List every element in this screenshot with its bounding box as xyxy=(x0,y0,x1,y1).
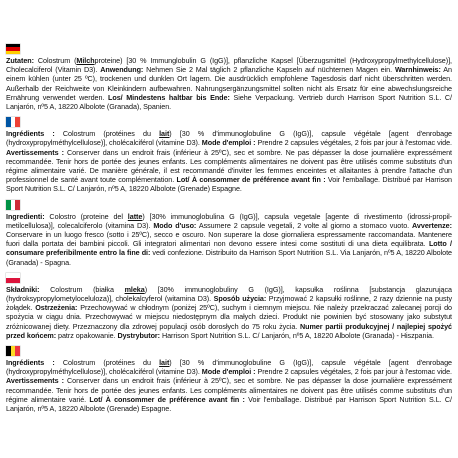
body-text: patrz opakowanie. xyxy=(56,330,118,340)
heading-label: Ostrzeżenia: xyxy=(35,303,78,313)
heading-label: Avertissements : xyxy=(6,376,64,386)
section-fr xyxy=(6,117,452,193)
body-text: Nehmen Sie 2 Mal täglich 2 pflanzliche Kapseln auf nüchternen Magen ein. xyxy=(143,65,395,75)
body-text: Colostrum (protéines du xyxy=(54,129,160,139)
heading-label xyxy=(159,358,169,367)
body-text: Voir l'emballage. Distribué par Harrison Sport Nutrition S.L. C/ Lanjarón, nº5 A, 18220 Albolote (Grenade) Espagne. xyxy=(6,175,453,194)
body-text: Voir l'emballage. Distribué par Harrison Sport Nutrition S.L. C/ Lanjarón, nº5 A, 18220 Albolote (Grenade) Espagne. xyxy=(6,394,452,414)
allergen-highlight: latte xyxy=(127,211,143,221)
heading-label xyxy=(128,212,143,221)
heading-label xyxy=(125,285,145,294)
french-flag-icon xyxy=(6,117,20,127)
body-text: Colostrum (białka xyxy=(39,284,125,294)
body-text: Conservare in un luogo fresco (sotto i 25ºC), secco e oscuro. Non superare la dose giornaliera espressamente raccomandata. Mantenere fuori dalla portata dei bambini piccoli. Gli integratori alimentari non devono essere intesi come sostituti di una dieta equilibrata. xyxy=(6,230,452,249)
heading-label: Składniki: xyxy=(6,284,40,294)
heading-label: Lotto / consumare preferibilmente entro la fine di: xyxy=(6,239,452,258)
heading-label: Numer partii produkcyjnej / najlepiej spożyć przed końcem: xyxy=(6,321,453,340)
heading-label: Los/ Mindestens haltbar bis Ende: xyxy=(108,92,230,102)
section-be xyxy=(6,346,452,413)
heading-label: Ingrédients : xyxy=(6,358,55,368)
heading-label: Zutaten: xyxy=(6,56,34,65)
heading-label: Sposób użycia: xyxy=(213,294,267,304)
allergen-highlight: Milch xyxy=(76,56,95,65)
ingredients-text-be xyxy=(6,358,452,413)
body-text: ) [30% immunoglobulina G (IgG)], capsula vegetale [agente di rivestimento (idrossi-propil-metilcellulosa)], colecalciferolo (vitamina D3). xyxy=(6,211,452,230)
german-flag-icon xyxy=(6,44,20,54)
ingredients-text-pl xyxy=(6,285,452,340)
heading-label: Ingredienti: xyxy=(6,211,45,221)
heading-label: Warnhinweis: xyxy=(394,65,441,75)
body-text: Przyjmować 2 kapsułki roślinne, 2 razy dziennie na pusty żołądek. xyxy=(6,294,452,313)
body-text: ) [30 % d'immunoglobuline G (IgG)], capsule végétale [agent d'enrobage (hydroxypropylméthylcellulose)], cholécalciférol (vitamine D3). xyxy=(6,129,452,148)
heading-label: Ingrédients : xyxy=(6,129,55,139)
body-text: Colostro (proteine del xyxy=(44,211,128,221)
body-text: proteine) [30 % Immunglobulin G (IgG)], pflanzliche Kapsel [Überzugsmittel (Hydroxypropylmethylcellulose)], Cholecalciferol (Vitamin D3). xyxy=(6,56,452,75)
section-it xyxy=(6,200,452,267)
heading-label: Lot/ À consommer de préférence avant fin : xyxy=(176,175,326,185)
ingredients-text-de xyxy=(6,56,452,111)
body-text: Assumere 2 capsule vegetali, 2 volte al giorno a stomaco vuoto. xyxy=(196,220,413,230)
allergen-highlight: lait xyxy=(159,129,170,139)
heading-label xyxy=(76,56,94,65)
ingredients-text-fr xyxy=(6,129,452,193)
body-text: ) [30 % d'immunoglobuline G (IgG)], capsule végétale [agent d'enrobage (hydroxypropylméthylcellulose)], cholécalciférol (vitamine D3). xyxy=(6,358,452,377)
body-text: Colostrum (protéines du xyxy=(54,358,160,368)
body-text: Prendre 2 capsules végétales, 2 fois par jour à l'estomac vide. xyxy=(255,138,452,148)
body-text: Conserver dans un endroit frais (inférieur à 25ºC), sec et sombre. Ne pas dépasser la dose journalière expressément recommandée. Tenir hors de portée des jeunes enfants. Les compléments alimentaires ne doivent pas être utilisés comme substituts d'un régime alimentaire varié. xyxy=(6,376,452,404)
belgian-flag-icon xyxy=(6,346,20,356)
ingredients-text-it xyxy=(6,212,452,267)
body-text: An einem kühlen (unter 25 ºC), trockenen und dunklen Ort lagern. Die ausdrücklich empfohlene Tagesdosis darf nicht überschritten werden. Außerhalb der Reichweite von Kleinkindern aufbewahren. Nahrungsergänzungsmittel sollten nicht als Ersatz für eine abwechslungsreiche Ernährung verwendet werden. xyxy=(6,65,452,102)
heading-label: Anwendung: xyxy=(100,65,144,75)
heading-label: Avvertenze: xyxy=(412,220,452,230)
body-text: vedi confezione. Distribuito da Harrison Sport Nutrition S.L. Via Lanjarón, nº5 A, 18220 Albolote (Granada) - Spagna. xyxy=(6,248,452,267)
allergen-highlight: lait xyxy=(159,358,170,368)
heading-label: Avertissements : xyxy=(6,147,64,157)
body-text: Harrison Sport Nutrition S.L. C/ Lanjarón, nº5 A, 18220 Albolote (Granada) - Hiszpania. xyxy=(160,330,434,340)
body-text: Przechowywać w chłodnym (poniżej 25ºC), suchym i ciemnym miejscu. Nie należy przekraczać zalecanej porcji do spożycia w ciągu dnia. Przechowywać w miejscu niedostępnym dla małych dzieci. Produkt nie powinien być stosowany jako substytut zróżnicowanej diety. Przeznaczony dla zdrowej populacji osób dorosłych do 75 roku życia. xyxy=(6,303,452,331)
body-text: Prendre 2 capsules végétales, 2 fois par jour à l'estomac vide. xyxy=(255,367,452,377)
allergen-highlight: mleka xyxy=(124,284,145,294)
body-text: Siehe Verpackung. Vertrieb durch Harrison Sport Nutrition S.L. C/ Lanjarón, nº5 A, 18220 Albolote (Granada), Spanien. xyxy=(6,92,453,112)
italian-flag-icon xyxy=(6,200,20,210)
heading-label: Dystrybutor: xyxy=(117,330,160,340)
section-pl xyxy=(6,273,452,340)
heading-label: Lot/ À consommer de préférence avant fin : xyxy=(89,394,245,404)
heading-label xyxy=(159,129,169,138)
section-de xyxy=(6,44,452,111)
body-text: ) [30% immunoglobuliny G (IgG)], kapsułka roślinna [substancja glazurująca (hydroksypropylometyloceluloza)], cholekalcyferol (witamina D3). xyxy=(6,284,452,304)
body-text: Conserver dans un endroit frais (inférieur à 25ºC), sec et sombre. Ne pas dépasser la dose journalière expressément recommandée. Tenir hors de portée des jeunes enfants. Les compléments alimentaires ne doivent pas être utilisés comme substituts d'un régime alimentaire varié. De manière générale, il est recommandé d'inviter les femmes enceintes et allaitantes à prendre l'attache d'un professionnel de santé avant toute complémentation. xyxy=(6,147,452,185)
polish-flag-icon xyxy=(6,273,20,283)
heading-label: Mode d'emploi : xyxy=(201,138,256,148)
heading-label: Modo d'uso: xyxy=(153,220,197,230)
heading-label: Mode d'emploi : xyxy=(201,367,256,377)
body-text: Colostrum ( xyxy=(33,56,77,65)
